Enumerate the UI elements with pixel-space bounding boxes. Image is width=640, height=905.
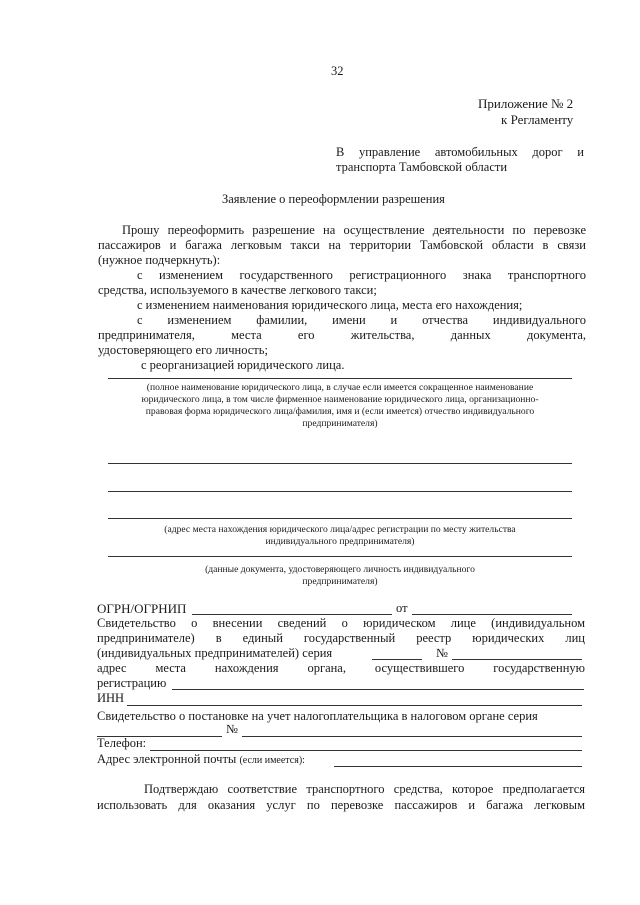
doc-hint-2: предпринимателя)	[302, 576, 378, 587]
registry-series-input[interactable]	[372, 659, 422, 660]
addressee-line-2: транспорта Тамбовской области	[336, 160, 508, 174]
intro-line-2: пассажиров и багажа легковым такси на территории Тамбовской области в связи	[98, 238, 586, 252]
registry-cert-line-2: предпринимателе) в единый государственный реестр юридических лиц	[97, 631, 585, 645]
option-name-change: с изменением наименования юридического лица, места его нахождения;	[137, 298, 523, 312]
doc-fill-line[interactable]	[108, 556, 572, 557]
email-hint: (если имеется):	[239, 755, 305, 766]
confirm-line-1: Подтверждаю соответствие транспортного средства, которое предполагается	[144, 782, 585, 796]
option-fio-change-2: предпринимателя, места его жительства, данных документа,	[98, 328, 586, 342]
name-hint-3: правовая форма юридического лица/фамилия, имя и (если имеется) отчество индивидуального	[145, 406, 535, 417]
doc-hint-1: (данные документа, удостоверяющего личность индивидуального	[205, 564, 475, 575]
registry-cert-line-1: Свидетельство о внесении сведений о юридическом лице (индивидуальном	[97, 616, 585, 630]
ogrn-from-label: от	[396, 601, 408, 615]
option-fio-change-3: удостоверяющего его личность;	[98, 343, 268, 357]
page-number: 32	[331, 64, 344, 78]
option-reorganization: с реорганизацией юридического лица.	[141, 358, 345, 372]
addressee-line-1: В управление автомобильных дорог и	[336, 145, 584, 159]
inn-label: ИНН	[97, 691, 125, 705]
name-hint-1: (полное наименование юридического лица, в случае если имеется сокращенное наименование	[146, 382, 534, 393]
registry-cert-line-5: регистрацию	[97, 676, 167, 690]
phone-label: Телефон:	[97, 736, 147, 750]
address-hint-1: (адрес места нахождения юридического лица/адрес регистрации по месту жительства	[164, 524, 516, 535]
tax-number-sign: №	[226, 722, 238, 736]
address-fill-line[interactable]	[108, 518, 572, 519]
registry-cert-line-4: адрес места нахождения органа, осуществившего государственную	[97, 661, 585, 675]
ogrn-label: ОГРН/ОГРНИП	[97, 601, 187, 616]
option-plate-change-2: средства, используемого в качестве легкового такси;	[98, 283, 377, 297]
registry-cert-line-3: (индивидуальных предпринимателей) серия	[97, 646, 333, 660]
registry-number-sign: №	[436, 646, 448, 660]
option-fio-change-1: с изменением фамилии, имени и отчества индивидуального	[137, 313, 586, 327]
name-hint-4: предпринимателя)	[302, 418, 378, 429]
email-label-text: Адрес электронной почты	[97, 752, 237, 766]
email-label	[97, 752, 305, 768]
phone-input[interactable]	[150, 750, 582, 751]
confirm-line-2: использовать для оказания услуг по перевозке пассажиров и багажа легковым	[97, 798, 585, 812]
registry-number-input[interactable]	[452, 659, 582, 660]
tax-number-input[interactable]	[242, 736, 582, 737]
appendix-line-1: Приложение № 2	[478, 96, 574, 111]
ogrn-input[interactable]	[192, 614, 392, 615]
ogrn-date-input[interactable]	[412, 614, 572, 615]
blank-fill-line-2[interactable]	[108, 491, 572, 492]
email-input[interactable]	[334, 766, 582, 767]
name-fill-line[interactable]	[108, 378, 572, 379]
document-title: Заявление о переоформлении разрешения	[222, 192, 445, 206]
intro-line-1: Прошу переоформить разрешение на осуществление деятельности по перевозке	[122, 223, 586, 237]
option-plate-change-1: с изменением государственного регистрационного знака транспортного	[137, 268, 586, 282]
registry-authority-input[interactable]	[172, 689, 584, 690]
inn-input[interactable]	[127, 705, 582, 706]
blank-fill-line-1[interactable]	[108, 463, 572, 464]
tax-cert-label: Свидетельство о постановке на учет налогоплательщика в налоговом органе серия	[97, 709, 538, 723]
intro-line-3: (нужное подчеркнуть):	[98, 253, 221, 267]
address-hint-2: индивидуального предпринимателя)	[265, 536, 415, 547]
appendix-line-2: к Регламенту	[501, 112, 574, 127]
name-hint-2: юридического лица, в том числе фирменное наименование юридического лица, организационно-	[141, 394, 539, 405]
